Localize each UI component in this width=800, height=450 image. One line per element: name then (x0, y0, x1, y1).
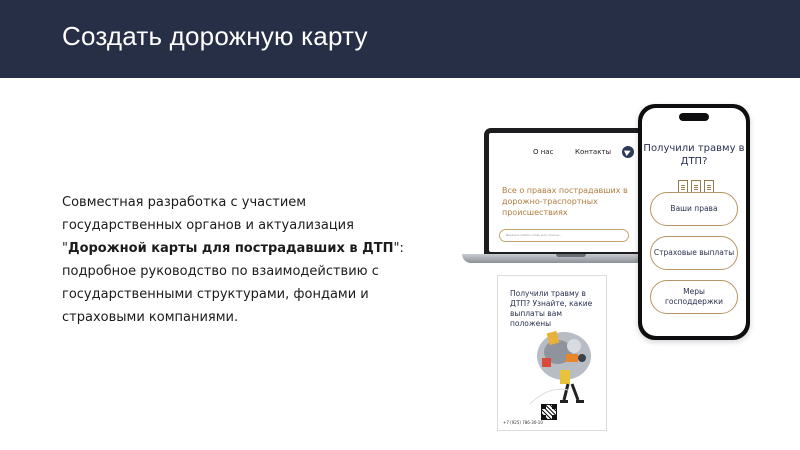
laptop-lid (484, 128, 658, 254)
header-bar (0, 0, 800, 78)
poster (497, 275, 607, 431)
phone-title: Получили травму в ДТП? (643, 143, 745, 167)
site-headline: Все о правах пострадавших в дорожно-траспортных происшествиях (502, 186, 628, 217)
description-intro: Совместная разработка с участием государственных органов и актуализация " (62, 195, 354, 256)
nav-link-contacts[interactable]: Контакты (575, 148, 612, 156)
laptop-notch (556, 254, 586, 257)
telegram-icon[interactable] (622, 146, 634, 158)
laptop-screen (489, 133, 653, 252)
poster-phone-number: +7 (925) 786-30-10 (503, 420, 543, 425)
rights-button[interactable]: Ваши права (650, 192, 738, 226)
search-input[interactable]: Введите любое слово для поиска... (499, 229, 629, 242)
description-roadmap-name: Дорожной карты для пострадавших в ДТП (67, 241, 394, 256)
phone-screen (642, 108, 746, 336)
description-text (62, 191, 407, 329)
poster-illustration (528, 324, 604, 408)
phone-mockup (638, 104, 750, 340)
description-details: ": подробное руководство по взаимодействию с государственными структурами, фондами и страховыми компаниями. (62, 241, 404, 325)
state-support-button[interactable]: Меры господдержки (650, 280, 738, 314)
page-title: Создать дорожную карту (62, 21, 368, 51)
qr-code-icon (541, 404, 557, 420)
poster-text: Получили травму в ДТП? Узнайте, какие выплаты вам положены (510, 289, 593, 328)
nav-link-about[interactable]: О нас (533, 148, 554, 156)
phone-dynamic-island (679, 113, 709, 121)
insurance-payments-button[interactable]: Страховые выплаты (650, 236, 738, 270)
